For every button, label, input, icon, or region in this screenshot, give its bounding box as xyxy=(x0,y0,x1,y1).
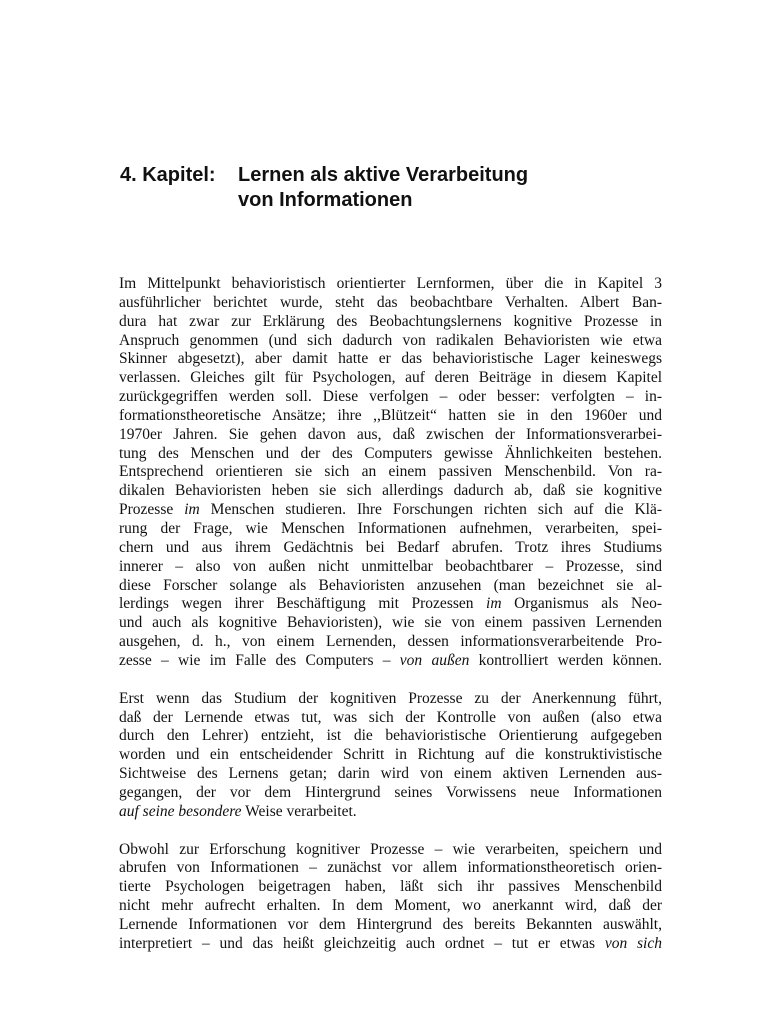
emphasis: im xyxy=(486,595,502,613)
text-line: tung des Menschen und der des Computers gewisse Ähnlichkeiten bestehen. xyxy=(119,444,662,462)
text-line: lerdings wegen ihrer Beschäftigung mit Prozessen im Organismus als Neo- xyxy=(119,595,662,613)
text-line: tierte Psychologen beigetragen haben, läßt sich ihr passives Menschenbild xyxy=(119,878,662,896)
text-line: daß der Lernende etwas tut, was sich der Kontrolle von außen (also etwa xyxy=(119,708,662,726)
paragraph-2 xyxy=(119,690,662,822)
text-line: abrufen von Informationen – zunächst vor allem informationstheoretisch orien- xyxy=(119,859,662,877)
chapter-heading xyxy=(120,163,680,213)
text-line: Entsprechend orientieren sie sich an einem passiven Menschenbild. Von ra- xyxy=(119,463,662,481)
emphasis: von sich xyxy=(604,934,662,952)
text-line: auf seine besondere Weise verarbeitet. xyxy=(119,802,357,820)
emphasis: von außen xyxy=(399,651,470,669)
emphasis: auf seine besondere xyxy=(119,802,242,820)
text-line: verlassen. Gleiches gilt für Psychologen, auf deren Beiträge in diesem Kapitel xyxy=(119,369,662,387)
text-line: Sichtweise des Lernens getan; darin wird von einem aktiven Lernenden aus- xyxy=(119,765,662,783)
text-line: Anspruch genommen (und sich dadurch von radikalen Behavioristen wie etwa xyxy=(119,331,662,349)
text-line: worden und ein entscheidender Schritt in Richtung auf die konstruktivistische xyxy=(119,746,662,764)
chapter-title-line: von Informationen xyxy=(238,189,413,211)
text-line: diese Forscher solange als Behavioristen anzusehen (man bezeichnet sie al- xyxy=(119,576,662,594)
text-line: dikalen Behavioristen heben sie sich allerdings dadurch ab, daß sie kognitive xyxy=(119,482,662,500)
text-line: rung der Frage, wie Menschen Informationen aufnehmen, verarbeiten, spei- xyxy=(119,519,662,537)
chapter-title-line: Lernen als aktive Verarbeitung xyxy=(238,164,529,186)
paragraph-3 xyxy=(119,841,662,954)
text-line: und auch als kognitive Behavioristen), wie sie von einem passiven Lernenden xyxy=(119,614,662,632)
text-line: zurückgegriffen werden soll. Diese verfolgen – oder besser: verfolgten – in- xyxy=(119,388,662,406)
text-line: zesse – wie im Falle des Computers – von außen kontrolliert werden können. xyxy=(119,651,662,669)
chapter-title xyxy=(238,163,680,213)
text-line: chern und aus ihrem Gedächtnis bei Bedarf abrufen. Trotz ihres Studiums xyxy=(119,538,662,556)
text-line: innerer – also von außen nicht unmittelbar beobachtbarer – Prozesse, sind xyxy=(119,557,662,575)
text-line: durch den Lehrer) entzieht, ist die behavioristische Orientierung aufgegeben xyxy=(119,727,662,745)
body-text xyxy=(119,275,662,973)
text-line: 1970er Jahren. Sie gehen davon aus, daß zwischen der Informationsverarbei- xyxy=(119,425,662,443)
emphasis: im xyxy=(184,501,200,519)
text-line: Prozesse im Menschen studieren. Ihre Forschungen richten sich auf die Klä- xyxy=(119,501,662,519)
text-line: Obwohl zur Erforschung kognitiver Prozesse – wie verarbeiten, speichern und xyxy=(119,840,662,858)
text-line: nicht mehr aufrecht erhalten. In dem Moment, wo anerkannt wird, daß der xyxy=(119,897,662,915)
text-line: Skinner abgesetzt), aber damit hatte er das behavioristische Lager keineswegs xyxy=(119,350,662,368)
text-line: ausgehen, d. h., von einem Lernenden, dessen informationsverarbeitende Pro- xyxy=(119,633,662,651)
text-line: Im Mittelpunkt behavioristisch orientierter Lernformen, über die in Kapitel 3 xyxy=(119,275,662,292)
text-line: Lernende Informationen vor dem Hintergrund des bereits Bekannten auswählt, xyxy=(119,916,662,933)
text-line: formationstheoretische Ansätze; ihre ,,Blützeit“ hatten sie in den 1960er und xyxy=(119,406,662,424)
text-line: interpretiert – und das heißt gleichzeitig auch ordnet – tut er etwas von sich xyxy=(119,934,662,952)
text-line: gegangen, der vor dem Hintergrund seines Vorwissens neue Informationen xyxy=(119,783,662,801)
paragraph-1 xyxy=(119,275,662,671)
text-line: dura hat zwar zur Erklärung des Beobachtungslernens kognitive Prozesse in xyxy=(119,312,662,330)
text-line: ausführlicher berichtet wurde, steht das beobachtbare Verhalten. Albert Ban- xyxy=(119,293,662,311)
chapter-number: 4. Kapitel: xyxy=(120,164,216,186)
text-line: Erst wenn das Studium der kognitiven Prozesse zu der Anerkennung führt, xyxy=(119,689,662,707)
